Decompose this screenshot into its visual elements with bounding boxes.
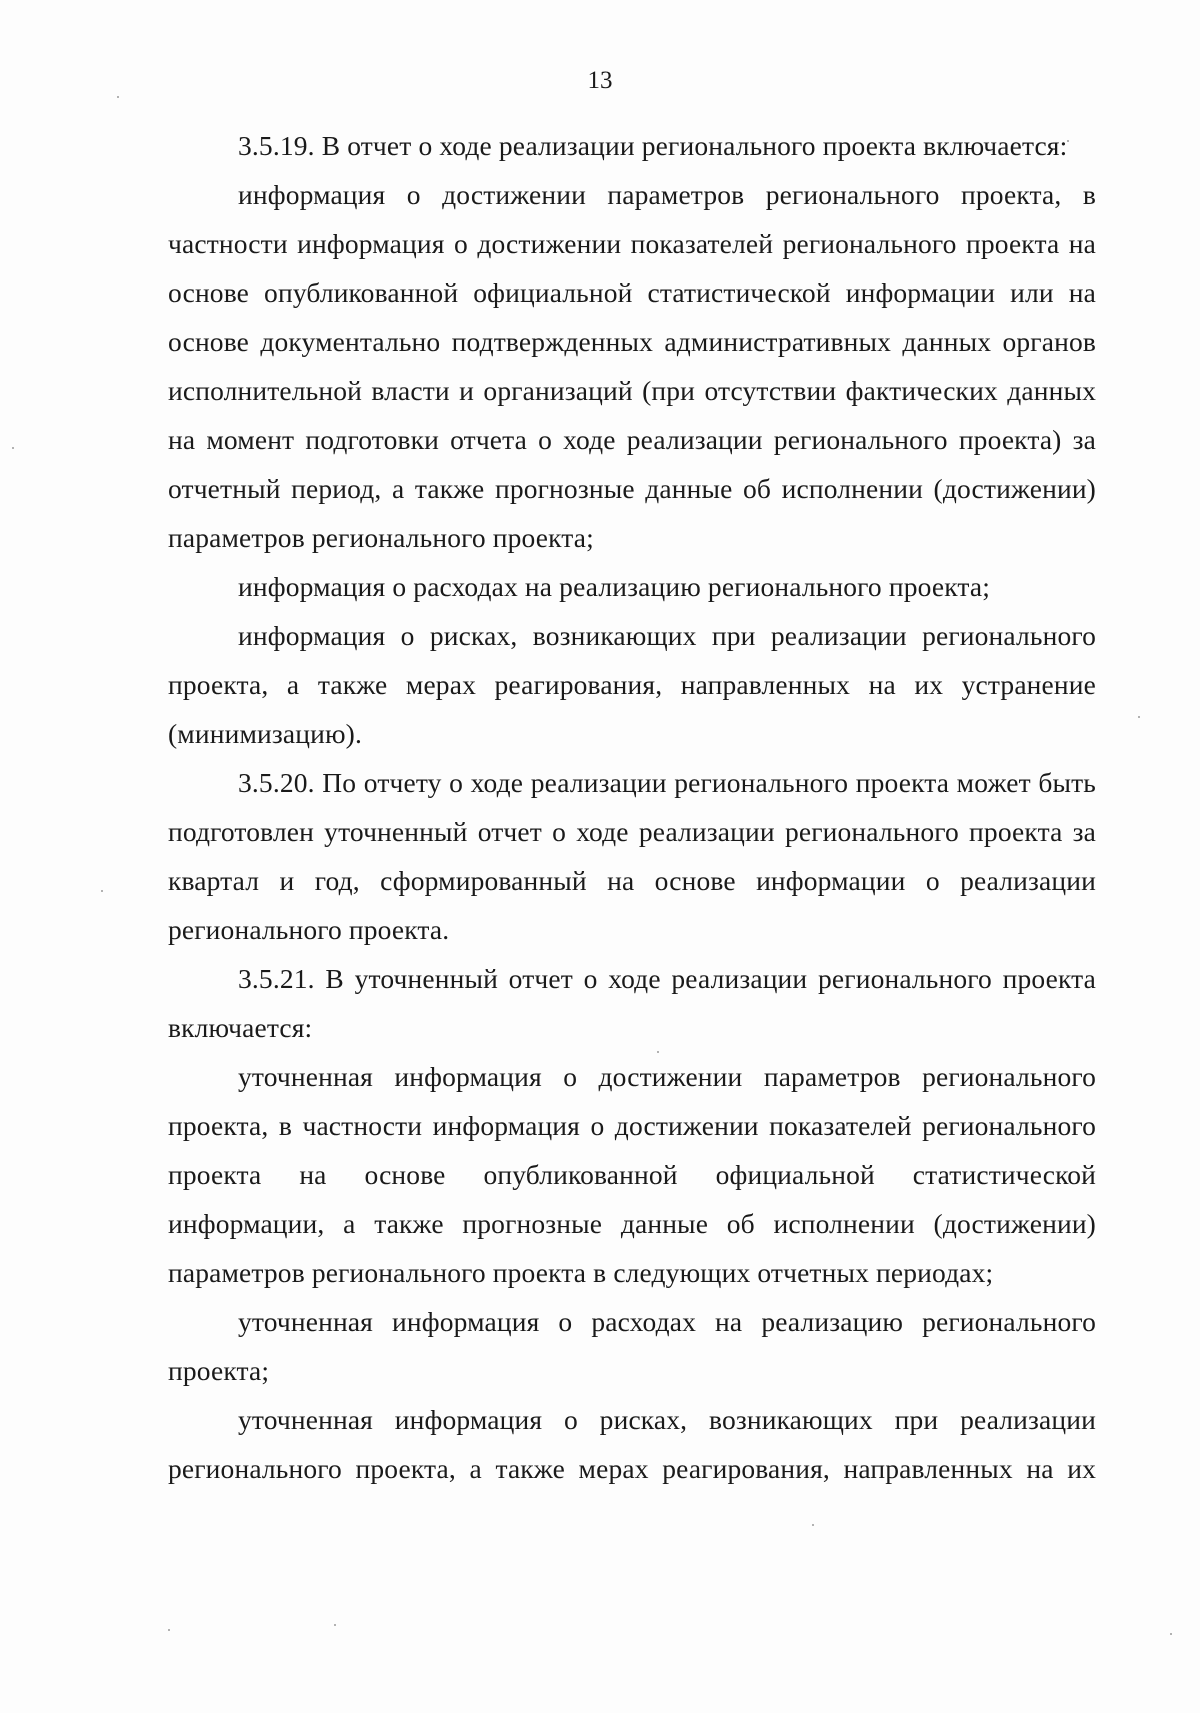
scan-speck (1170, 1633, 1172, 1635)
scan-speck (117, 96, 119, 98)
paragraph-3-5-19: 3.5.19. В отчет о ходе реализации регионального проекта включается: (238, 130, 1068, 161)
paragraph-refined-parameters-info: уточненная информация о достижении параметров регионального проекта, в частности информация о достижении показателей регионального проекта на основе опубликованной официальной статистической информации, а также прогнозные данные об исполнении (достижении) параметров регионального проекта в следующих отчетных периодах; (168, 1061, 1096, 1288)
scan-speck (168, 1629, 170, 1631)
paragraph-risks-info: информация о рисках, возникающих при реализации регионального проекта, а также мерах реагирования, направленных на их устранение (минимизацию). (168, 620, 1096, 749)
scan-speck (1067, 140, 1069, 142)
paragraph-3-5-20: 3.5.20. По отчету о ходе реализации регионального проекта может быть подготовлен уточненный отчет о ходе реализации регионального проекта за квартал и год, сформированный на основе информации о реализации регионального проекта. (168, 767, 1096, 945)
scan-speck (101, 890, 103, 892)
scan-speck (1138, 716, 1140, 718)
paragraph-parameters-info: информация о достижении параметров регионального проекта, в частности информация о достижении показателей регионального проекта на основе опубликованной официальной статистической информации или на основе документально подтвержденных административных данных органов исполнительной власти и организаций (при отсутствии фактических данных на момент подготовки отчета о ходе реализации регионального проекта) за отчетный период, а также прогнозные данные об исполнении (достижении) параметров регионального проекта; (168, 179, 1096, 553)
scan-speck (334, 1624, 336, 1626)
paragraph-3-5-21: 3.5.21. В уточненный отчет о ходе реализации регионального проекта включается: (168, 963, 1096, 1043)
scan-speck (812, 1524, 814, 1526)
paragraph-refined-risks-info: уточненная информация о рисках, возникающих при реализации регионального проекта, а также мерах реагирования, направленных на их (168, 1404, 1096, 1484)
paragraph-refined-expenses-info: уточненная информация о расходах на реализацию регионального проекта; (168, 1306, 1096, 1386)
scan-speck (12, 447, 14, 449)
scan-speck (657, 1051, 659, 1053)
page-number: 13 (587, 67, 613, 94)
paragraph-expenses-info: информация о расходах на реализацию регионального проекта; (238, 571, 990, 602)
document-body (168, 121, 1096, 1493)
